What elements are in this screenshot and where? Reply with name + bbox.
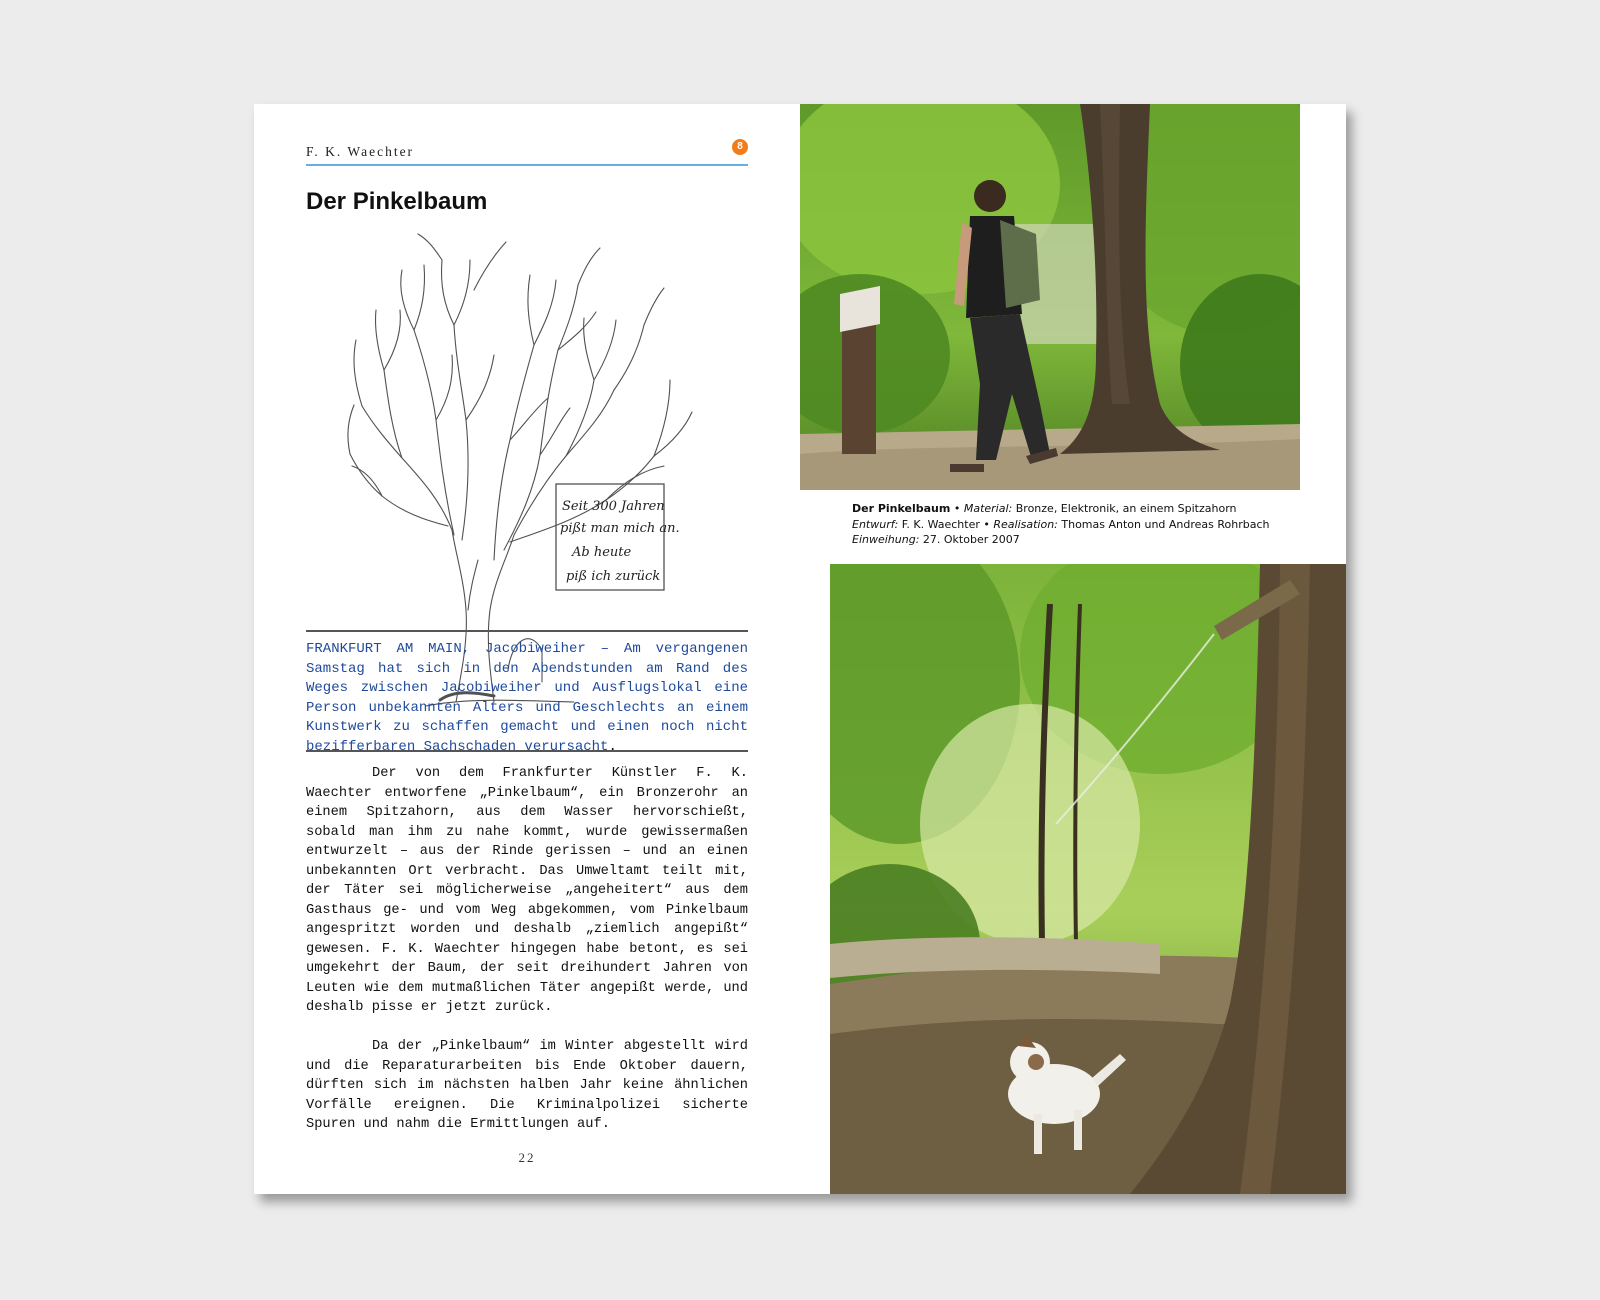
caption-separator: • <box>979 517 994 531</box>
caption-inauguration-label: Einweihung: <box>852 533 920 546</box>
caption-title: Der Pinkelbaum <box>852 502 951 515</box>
caption-line-3 <box>852 532 1292 548</box>
sketch-note-line-3: Ab heute <box>572 545 632 560</box>
caption-design-label: Entwurf: <box>852 517 899 531</box>
lead-bottom-rule <box>306 750 748 752</box>
caption-inauguration: 27. Oktober 2007 <box>919 533 1020 546</box>
page-number: 22 <box>518 1150 536 1165</box>
photo-man-walking-by-tree <box>800 104 1300 490</box>
left-page <box>254 104 830 1194</box>
sketch-note-line-4: piß ich zurück <box>566 569 661 584</box>
sketch-note-line-1: Seit 300 Jahren <box>562 499 665 514</box>
body-paragraph: Der von dem Frankfurter Künstler F. K. Waechter entworfene „Pinkelbaum“, ein Bronzerohr an einem Spitzahorn, aus dem Wasser hervorschießt, sobald man ihm zu nahe kommt, wurde gewissermaßen entwurzelt – aus der Rinde gerissen – und an einen unbekannten Ort verbracht. Das Umweltamt teilt mit, der Täter sei möglicherweise „angeheitert“ aus dem Gasthaus ge- und vom Weg abgekommen, vom Pinkelbaum angespritzt worden und deshalb „ziemlich angepißt“ gewesen. F. K. Waechter hingegen habe betont, es sei umgekehrt der Baum, der seit dreihundert Jahren von Leuten wie dem mutmaßlichen Täter angepißt werde, und deshalb pisse er jetzt zurück. <box>306 766 748 1015</box>
photo-caption <box>852 501 1292 548</box>
lead-period: . <box>608 738 617 755</box>
caption-material: Bronze, Elektronik, an einem Spitzahorn <box>1012 502 1237 515</box>
caption-line-2 <box>852 517 1292 533</box>
caption-separator: • <box>950 502 964 515</box>
article-body <box>306 764 748 1154</box>
book-spread <box>254 104 1346 1194</box>
caption-design: F. K. Waechter <box>898 517 980 531</box>
author-name: F. K. Waechter <box>306 144 415 159</box>
caption-line-1 <box>852 501 1292 517</box>
lead-paragraph <box>306 640 748 757</box>
caption-realization: Thomas Anton und Andreas Rohrbach <box>1057 517 1270 531</box>
chapter-number-badge: 8 <box>732 139 748 155</box>
caption-realization-label: Realisation: <box>993 517 1058 531</box>
article-title: Der Pinkelbaum <box>306 188 488 215</box>
lead-top-rule <box>306 630 748 632</box>
running-head <box>306 142 748 166</box>
lead-text: FRANKFURT AM MAIN, Jacobiweiher – Am vergangenen Samstag hat sich in den Abendstunden am Rand des Weges zwischen Jacobiweiher und Ausflugslokal eine Person unbekannten Alters und Geschlechts an einem Kunstwerk zu schaffen gemacht und einen noch nicht bezifferbaren Sachschaden verursacht <box>306 641 748 755</box>
body-paragraph: Da der „Pinkelbaum“ im Winter abgestellt wird und die Reparaturarbeiten bis Ende Oktober dauern, dürften sich im nächsten halben Jahr keine ähnlichen Vorfälle ereignen. Die Kriminalpolizei sicherte Spuren und nahm die Ermittlungen auf. <box>306 1039 748 1132</box>
caption-material-label: Material: <box>963 502 1013 515</box>
photo-dog-and-pinkelbaum <box>830 564 1346 1194</box>
sketch-note-line-2: pißt man mich an. <box>560 521 680 536</box>
